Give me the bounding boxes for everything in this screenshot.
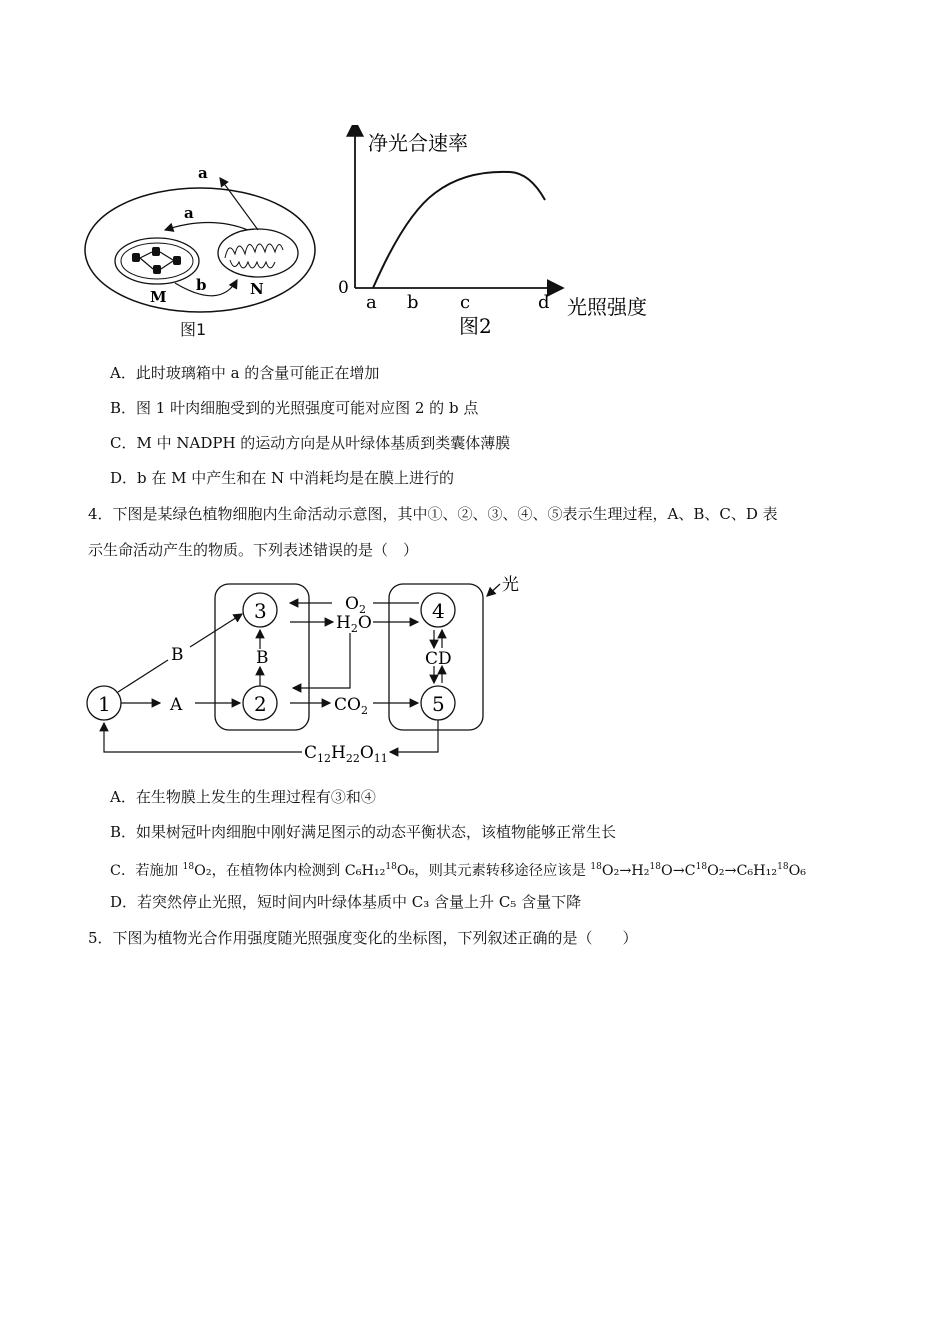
tick-d: d [538,292,550,313]
sucrose-label: $C_{12}H_{22}O_{11}$ [304,743,388,765]
label-M: M [150,288,167,306]
q4-option-c: C．若施加 $^{18}$O₂，在植物体内检测到 C₆H₁₂$^{18}$O₆，则其元素转移途径应该是 $^{18}O_2\to H_2^{18}O\to C^{18}O_2\to C_6H_{12}^{18}O_6$ [110,862,807,879]
q3-option-c: C．M 中 NADPH 的运动方向是从叶绿体基质到类囊体薄膜 [110,434,511,452]
label-a-top: a [198,164,208,182]
figure-2-caption: 图2 [459,314,492,338]
q3-option-a: A．此时玻璃箱中 a 的含量可能正在增加 [110,364,380,382]
origin-label: 0 [338,278,349,298]
node-5-label: 5 [432,692,445,716]
node-3-label: 3 [254,599,267,623]
substance-A: A [170,695,183,715]
q5-stem: 5．下图为植物光合作用强度随光照强度变化的坐标图，下列叙述正确的是（ ） [88,929,638,947]
node-1-label: 1 [98,692,111,716]
label-N: N [250,280,264,298]
y-axis-label: 净光合速率 [368,131,468,155]
x-axis-label: 光照强度 [567,295,647,319]
label-a-mid: a [184,204,194,222]
co2-label: $CO_2$ [334,695,368,717]
q4-process-diagram [80,570,540,770]
figure-1-caption: 图1 [180,320,207,339]
h2o-label: $H_2O$ [336,613,372,635]
substance-B-left: B [171,645,184,665]
q4-stem-line-1: 4．下图是某绿色植物细胞内生命活动示意图，其中①、②、③、④、⑤表示生理过程，A、B、C、D 表 [88,505,778,523]
node-4-label: 4 [432,599,445,623]
q4-option-d: D．若突然停止光照，短时间内叶绿体基质中 C₃ 含量上升 C₅ 含量下降 [110,893,582,911]
substance-B-mid: B [256,648,269,668]
figure-2-graph [335,125,675,340]
net-photosynthesis-curve [373,172,545,288]
q3-option-d: D．b 在 M 中产生和在 N 中消耗均是在膜上进行的 [110,469,454,487]
q4-option-a: A．在生物膜上发生的生理过程有③和④ [110,788,376,806]
chloroplast-M [115,238,199,284]
label-b: b [196,276,207,294]
light-label: 光 [502,575,519,595]
substance-CD: CD [425,649,452,669]
q4-option-b: B．如果树冠叶肉细胞中刚好满足图示的动态平衡状态，该植物能够正常生长 [110,823,617,841]
o2-label: $O_2$ [345,594,366,616]
mitochondrion-N [218,229,298,277]
tick-a: a [366,292,377,313]
tick-c: c [460,292,471,313]
q4-stem-line-2: 示生命活动产生的物质。下列表述错误的是（ ） [88,541,419,559]
tick-b: b [407,292,419,313]
node-2-label: 2 [254,692,267,716]
q3-option-b: B．图 1 叶肉细胞受到的光照强度可能对应图 2 的 b 点 [110,399,479,417]
